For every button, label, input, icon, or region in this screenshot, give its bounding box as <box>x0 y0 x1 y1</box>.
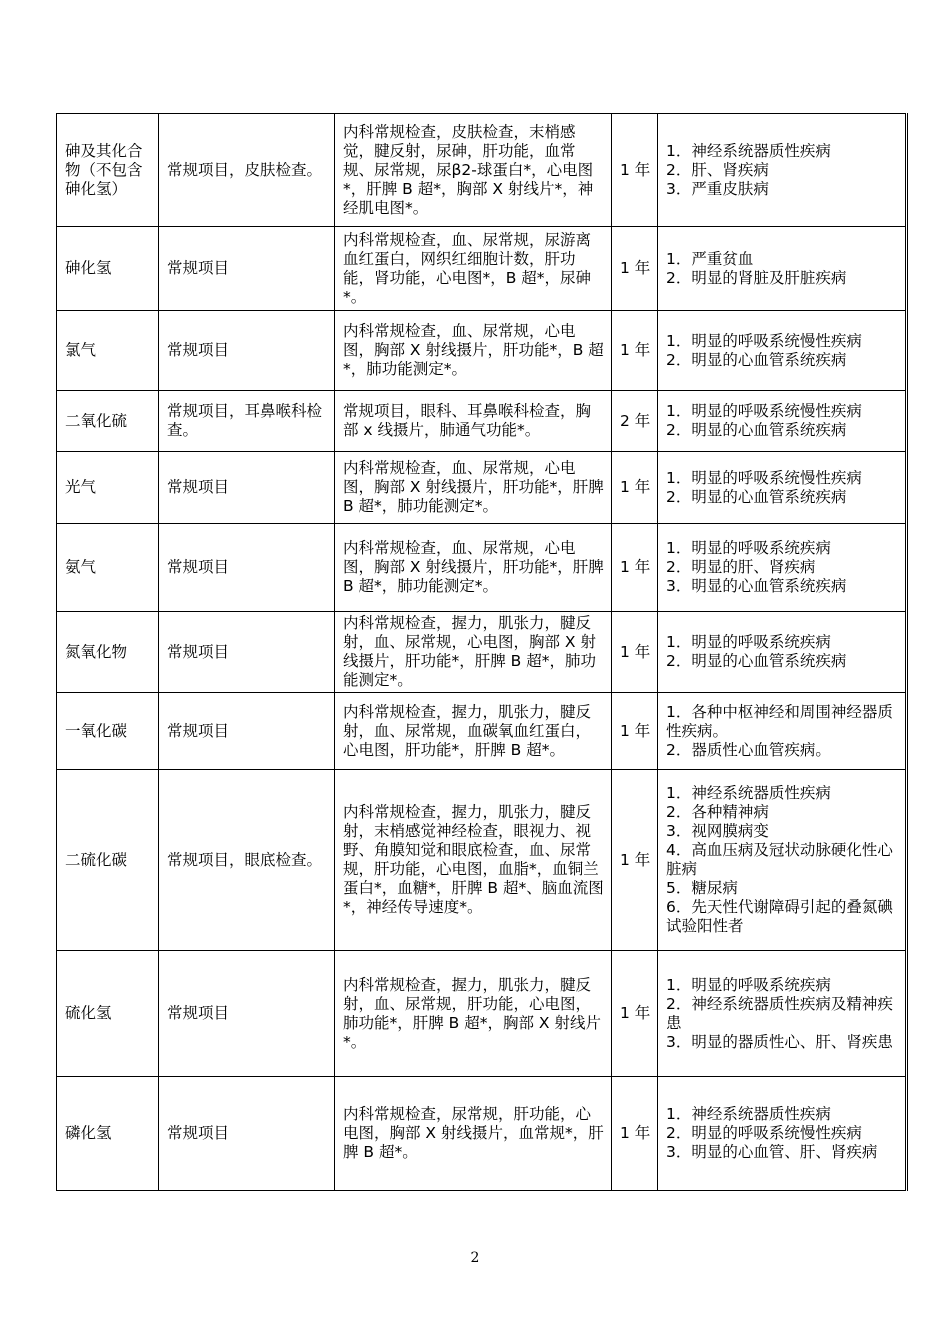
exam-content-cell: 内科常规检查，握力，肌张力，腱反射，血、尿常规，肝功能，心电图，肺功能*，肝脾 B 超*，胸部 X 射线片*。 <box>335 951 612 1077</box>
contraindications-cell <box>658 951 907 1077</box>
exam-content-cell: 内科常规检查，皮肤检查，末梢感觉，腱反射，尿砷，肝功能，血常规、尿常规，尿β2-球蛋白*，心电图*，肝脾 B 超*，胸部 X 射线片*，神经肌电图*。 <box>335 114 612 227</box>
contraindications-cell <box>658 612 907 693</box>
routine-items-cell: 常规项目 <box>159 612 335 693</box>
exam-content-cell: 内科常规检查，血、尿常规，心电图，胸部 X 射线摄片，肝功能*，肝脾 B 超*，肺功能测定*。 <box>335 524 612 612</box>
routine-items-cell: 常规项目 <box>159 524 335 612</box>
contraindication-item: 1．神经系统器质性疾病 <box>666 141 831 160</box>
contraindication-item: 3．严重皮肤病 <box>666 179 769 198</box>
routine-items-cell: 常规项目 <box>159 951 335 1077</box>
contraindications-cell <box>658 1077 907 1191</box>
table-row <box>57 452 907 524</box>
contraindications-cell <box>658 311 907 391</box>
table-row <box>57 114 907 227</box>
substance-cell: 光气 <box>57 452 159 524</box>
exam-content-cell: 内科常规检查，握力，肌张力，腱反射，末梢感觉神经检查，眼视力、视野、角膜知觉和眼底检查，血、尿常规，肝功能，心电图，血脂*，血铜兰蛋白*，血糖*，肝脾 B 超*、脑血流图*，神经传导速度*。 <box>335 770 612 951</box>
exam-content-cell: 常规项目，眼科、耳鼻喉科检查，胸部 x 线摄片，肺通气功能*。 <box>335 391 612 452</box>
table-row <box>57 311 907 391</box>
substance-cell: 砷及其化合物（不包含砷化氢） <box>57 114 159 227</box>
table-body <box>57 114 907 1191</box>
contraindication-item: 6．先天性代谢障碍引起的叠氮碘试验阳性者 <box>666 898 893 935</box>
routine-items-cell: 常规项目，耳鼻喉科检查。 <box>159 391 335 452</box>
contraindications-cell <box>658 227 907 311</box>
contraindication-item: 1．神经系统器质性疾病 <box>666 1105 831 1123</box>
contraindication-item: 1．明显的呼吸系统疾病 <box>666 975 831 994</box>
contraindication-item: 5．糖尿病 <box>666 879 738 897</box>
contraindication-item: 2．肝、肾疾病 <box>666 160 769 179</box>
table-row <box>57 951 907 1077</box>
contraindication-item: 1．严重贫血 <box>666 249 754 268</box>
contraindication-item: 1．各种中枢神经和周围神经器质性疾病。 <box>666 702 893 740</box>
exam-content-cell: 内科常规检查，尿常规，肝功能，心电图，胸部 X 射线摄片，血常规*，肝脾 B 超*。 <box>335 1077 612 1191</box>
contraindication-item: 2．神经系统器质性疾病及精神疾患 <box>666 994 893 1032</box>
contraindications-cell <box>658 693 907 770</box>
contraindication-item: 2．明显的心血管系统疾病 <box>666 487 847 506</box>
contraindication-item: 2．明显的肾脏及肝脏疾病 <box>666 268 847 287</box>
routine-items-cell: 常规项目 <box>159 311 335 391</box>
routine-items-cell: 常规项目，皮肤检查。 <box>159 114 335 227</box>
page-number: 2 <box>470 1250 480 1266</box>
substance-cell: 氮氧化物 <box>57 612 159 693</box>
substance-cell: 氨气 <box>57 524 159 612</box>
exam-content-cell: 内科常规检查，血、尿常规，心电图，胸部 X 射线摄片，肝功能*，B 超*，肺功能测定*。 <box>335 311 612 391</box>
exam-period-cell: 1 年 <box>612 951 658 1077</box>
substance-cell: 二氧化硫 <box>57 391 159 452</box>
exam-period-cell: 1 年 <box>612 612 658 693</box>
substance-cell: 硫化氢 <box>57 951 159 1077</box>
exam-period-cell: 1 年 <box>612 452 658 524</box>
exam-period-cell: 1 年 <box>612 311 658 391</box>
contraindication-item: 1．明显的呼吸系统疾病 <box>666 633 831 651</box>
substance-cell: 二硫化碳 <box>57 770 159 951</box>
routine-items-cell: 常规项目 <box>159 693 335 770</box>
table-row <box>57 227 907 311</box>
routine-items-cell: 常规项目，眼底检查。 <box>159 770 335 951</box>
exam-content-cell: 内科常规检查，血、尿常规，心电图，胸部 X 射线摄片，肝功能*，肝脾 B 超*，肺功能测定*。 <box>335 452 612 524</box>
contraindication-item: 2．明显的呼吸系统慢性疾病 <box>666 1124 862 1142</box>
contraindication-item: 3．明显的心血管系统疾病 <box>666 577 847 595</box>
routine-items-cell: 常规项目 <box>159 452 335 524</box>
contraindication-item: 2．器质性心血管疾病。 <box>666 740 831 759</box>
contraindications-cell <box>658 114 907 227</box>
contraindications-cell <box>658 452 907 524</box>
contraindications-cell <box>658 391 907 452</box>
contraindication-item: 1．明显的呼吸系统慢性疾病 <box>666 468 862 487</box>
exam-period-cell: 1 年 <box>612 1077 658 1191</box>
routine-items-cell: 常规项目 <box>159 227 335 311</box>
contraindication-item: 2．各种精神病 <box>666 803 769 821</box>
contraindication-item: 2．明显的肝、肾疾病 <box>666 558 816 576</box>
exam-content-cell: 内科常规检查，握力，肌张力，腱反射，血、尿常规，心电图，胸部 X 射线摄片，肝功能*，肝脾 B 超*，肺功能测定*。 <box>335 612 612 693</box>
table-row <box>57 693 907 770</box>
table-row <box>57 1077 907 1191</box>
substance-cell: 磷化氢 <box>57 1077 159 1191</box>
table-row <box>57 391 907 452</box>
exam-period-cell: 1 年 <box>612 693 658 770</box>
contraindication-item: 3．明显的心血管、肝、肾疾病 <box>666 1143 878 1161</box>
contraindications-cell <box>658 524 907 612</box>
exam-table <box>56 113 908 1191</box>
substance-cell: 氯气 <box>57 311 159 391</box>
contraindication-item: 4．高血压病及冠状动脉硬化性心脏病 <box>666 841 893 878</box>
contraindication-item: 3．视网膜病变 <box>666 822 769 840</box>
substance-cell: 一氧化碳 <box>57 693 159 770</box>
contraindication-item: 1．神经系统器质性疾病 <box>666 784 831 802</box>
exam-period-cell: 1 年 <box>612 114 658 227</box>
contraindications-cell <box>658 770 907 951</box>
exam-period-cell: 1 年 <box>612 770 658 951</box>
contraindication-item: 2．明显的心血管系统疾病 <box>666 421 847 439</box>
exam-period-cell: 1 年 <box>612 227 658 311</box>
contraindication-item: 1．明显的呼吸系统慢性疾病 <box>666 331 862 350</box>
table-row <box>57 770 907 951</box>
table-row <box>57 524 907 612</box>
table-row <box>57 612 907 693</box>
routine-items-cell: 常规项目 <box>159 1077 335 1191</box>
substance-cell: 砷化氢 <box>57 227 159 311</box>
exam-content-cell: 内科常规检查，血、尿常规，尿游离血红蛋白，网织红细胞计数，肝功能，肾功能，心电图*，B 超*，尿砷*。 <box>335 227 612 311</box>
exam-period-cell: 2 年 <box>612 391 658 452</box>
contraindication-item: 2．明显的心血管系统疾病 <box>666 652 847 670</box>
exam-period-cell: 1 年 <box>612 524 658 612</box>
contraindication-item: 1．明显的呼吸系统疾病 <box>666 539 831 557</box>
contraindication-item: 2．明显的心血管系统疾病 <box>666 350 847 369</box>
contraindication-item: 1．明显的呼吸系统慢性疾病 <box>666 402 862 420</box>
contraindication-item: 3．明显的器质性心、肝、肾疾患 <box>666 1032 893 1051</box>
exam-content-cell: 内科常规检查，握力，肌张力，腱反射，血、尿常规，血碳氧血红蛋白，心电图，肝功能*，肝脾 B 超*。 <box>335 693 612 770</box>
